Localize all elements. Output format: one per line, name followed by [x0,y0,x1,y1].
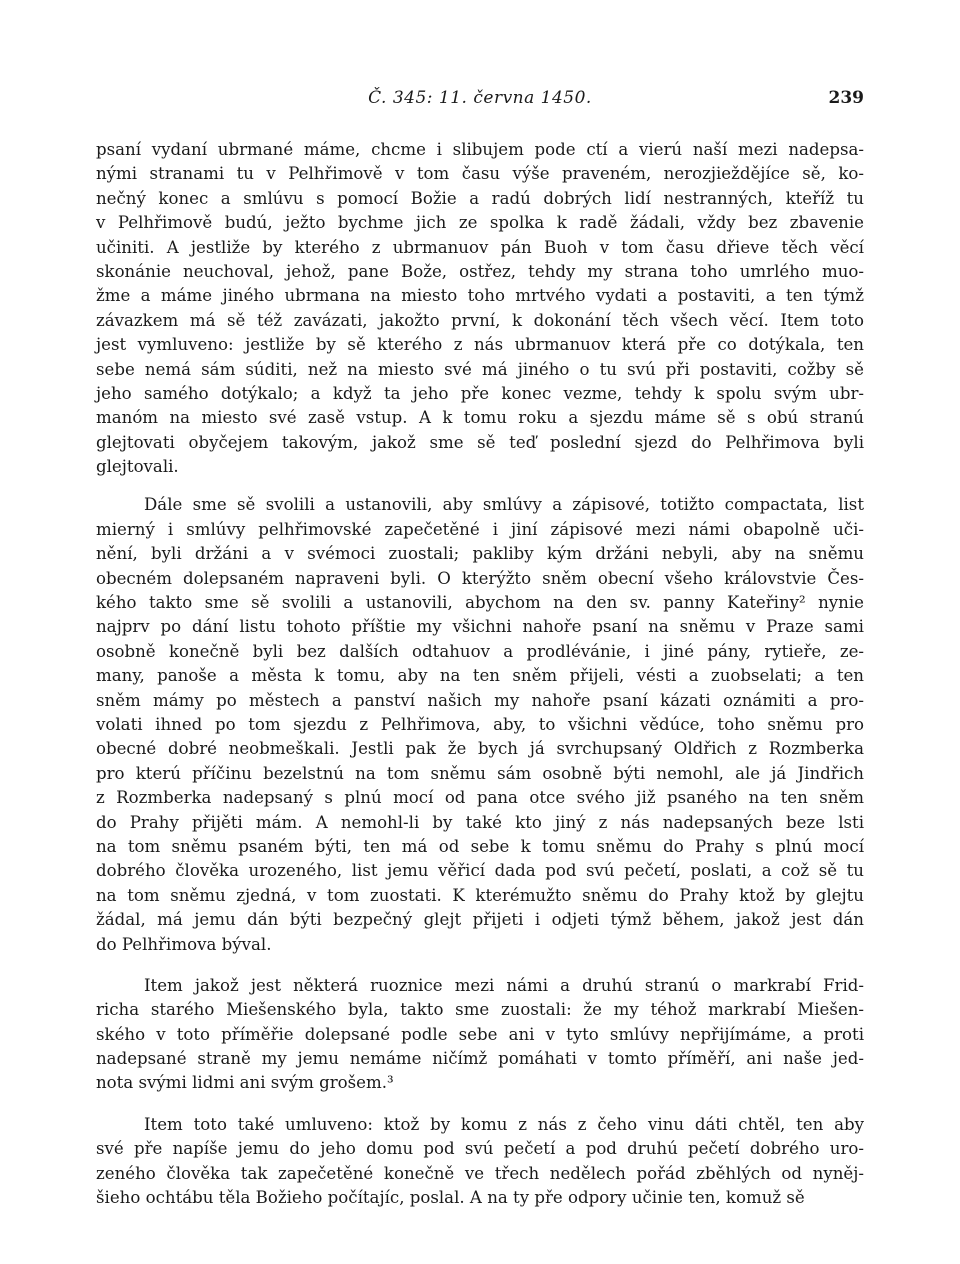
text-line: nadepsané straně my jemu nemáme ničímž pomáhati v tomto příměří, ani naše jed- [96,1049,864,1069]
text-line: sebe nemá sám súditi, než na miesto své má jiného o tu svú při postaviti, cožby sě [96,359,864,379]
text-line: osobně konečně byli bez dalších odtahuov a prodlévánie, i jiné pány, rytieře, ze- [96,641,864,661]
paragraph-gap [96,1096,864,1113]
text-line: zeného člověka tak zapečetěné konečně ve třech nedělech pořád zběhlých od nyněj- [96,1163,864,1183]
text-line: najprv po dání listu tohoto příštie my všichni nahoře psaní na sněmu v Praze sami [96,617,864,637]
text-line: Dále sme sě svolili a ustanovili, aby smlúvy a zápisové, totižto compactata, list [144,495,864,515]
running-title: Č. 345: 11. června 1450. [368,88,592,108]
text-line: richa starého Miešenského byla, takto sme zuostali: že my téhož markrabí Miešen- [96,1000,864,1020]
text-line: nečný konec a smlúvu s pomocí Božie a radú dobrých lidí nestranných, kteříž tu [96,188,864,208]
body-text [96,138,864,1210]
text-line: na tom sněmu psaném býti, ten má od sebe k tomu sněmu do Prahy s plnú mocí [96,836,864,856]
text-line: závazkem má sě též zavázati, jakožto první, k dokonání těch všech věcí. Item toto [96,310,864,330]
text-line: žme a máme jiného ubrmana na miesto toho mrtvého vydati a postaviti, a ten týmž [96,286,864,306]
text-line: ského v toto příměřie dolepsané podle sebe ani v tyto smlúvy nepřijímáme, a proti [96,1024,864,1044]
page-number: 239 [828,88,864,108]
paragraph-gap [96,479,864,493]
text-line: volati ihned po tom sjezdu z Pelhřimova, aby, to všichni vědúce, toho sněmu pro [96,714,864,734]
text-line: Item toto také umluveno: ktož by komu z nás z čeho vinu dáti chtěl, ten aby [144,1114,864,1134]
text-line: učiniti. A jestliže by kterého z ubrmanuov pán Buoh v tom času dřieve těch věcí [96,237,864,257]
text-line: jeho samého dotýkalo; a když ta jeho pře konec vezme, tehdy k spolu svým ubr- [96,383,864,403]
paragraph-gap [96,957,864,974]
text-line: do Prahy přijěti mám. A nemohl-li by také kto jiný z nás nadepsaných beze lsti [96,812,864,832]
text-line: nění, byli držáni a v svémoci zuostali; pakliby kým držáni nebyli, aby na sněmu [96,544,864,564]
text-line: jest vymluveno: jestliže by sě kterého z nás ubrmanuov která pře co dotýkala, ten [96,335,864,355]
text-line: Item jakož jest některá ruoznice mezi námi a druhú stranú o markrabí Frid- [144,975,864,995]
text-line: nota svými lidmi ani svým grošem.³ [96,1073,394,1093]
text-line: z Rozmberka nadepsaný s plnú mocí od pana otce svého již psaného na ten sněm [96,788,864,808]
text-line: glejtovali. [96,457,179,477]
text-line: do Pelhřimova býval. [96,934,272,954]
text-line: skonánie neuchoval, jehož, pane Bože, ostřez, tehdy my strana toho umrlého muo- [96,261,864,281]
text-line: v Pelhřimově budú, ježto bychme jich ze spolka k radě žádali, vždy bez zbavenie [96,213,864,233]
text-line: žádal, má jemu dán býti bezpečný glejt přijeti i odjeti týmž během, jakož jest dán [96,910,864,930]
text-line: mierný i smlúvy pelhřimovské zapečetěné i jiní zápisové mezi námi obapolně uči- [96,519,864,539]
text-line: glejtovati obyčejem takovým, jakož sme sě teď poslední sjezd do Pelhřimova byli [96,432,864,452]
paragraph [96,138,864,479]
text-line: šieho ochtábu těla Božieho počítajíc, poslal. A na ty pře odpory učinie ten, komuž sě [96,1188,805,1208]
text-line: pro kterú příčinu bezelstnú na tom sněmu sám osobně býti nemohl, ale já Jindřich [96,763,864,783]
paragraph [96,1113,864,1211]
text-line: sněm mámy po městech a panství našich my nahoře psaní kázati oznámiti a pro- [96,690,864,710]
text-line: na tom sněmu zjedná, v tom zuostati. K kterémužto sněmu do Prahy ktož by glejtu [96,885,864,905]
paragraph [96,493,864,956]
page-header [96,88,864,114]
text-line: manóm na miesto své zasě vstup. A k tomu roku a sjezdu máme sě s obú stranú [96,408,864,428]
text-line: kého takto sme sě svolili a ustanovili, abychom na den sv. panny Kateřiny² nynie [96,593,864,613]
text-line: obecném dolepsaném napraveni byli. O kterýžto sněm obecní všeho královstvie Čes- [96,568,864,588]
text-line: dobrého člověka urozeného, list jemu věřicí dada pod svú pečetí, poslati, a což sě tu [96,861,864,881]
text-line: many, panoše a města k tomu, aby na ten sněm přijeli, vésti a zuobselati; a ten [96,666,864,686]
text-line: své pře napíše jemu do jeho domu pod svú pečetí a pod druhú pečetí dobrého uro- [96,1139,864,1159]
paragraph [96,974,864,1096]
text-line: nými stranami tu v Pelhřimově v tom času výše praveném, nerozjieždějíce sě, ko- [96,164,864,184]
text-line: psaní vydaní ubrmané máme, chcme i slibujem pode ctí a vierú naší mezi nadepsa- [96,140,864,159]
text-line: obecné dobré neobmeškali. Jestli pak že bych já svrchupsaný Oldřich z Rozmberka [96,739,864,759]
